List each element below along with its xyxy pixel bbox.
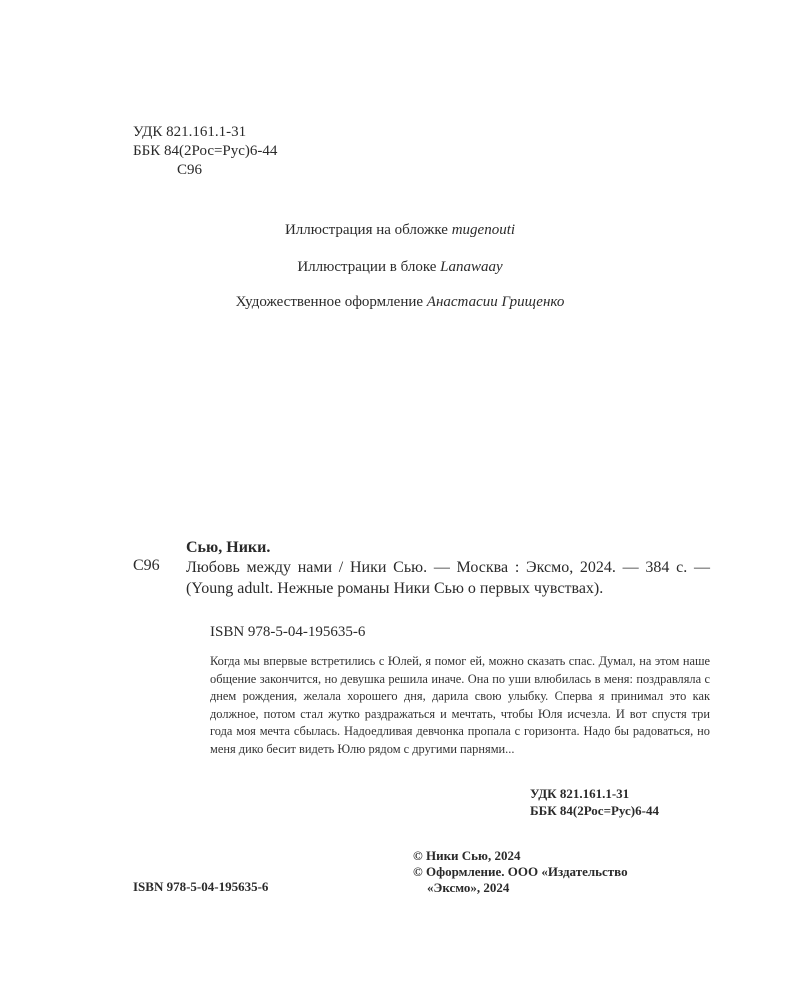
record-codes	[530, 785, 659, 819]
record-isbn: ISBN 978-5-04-195635-6	[210, 624, 366, 640]
credit-name: mugenouti	[451, 222, 516, 238]
classification-codes	[133, 123, 277, 180]
udk-code: УДК 821.161.1-31	[133, 124, 247, 140]
design-credit: Художественное оформление Анастасии Грищенко	[235, 294, 565, 310]
annotation: Когда мы впервые встретились с Юлей, я помог ей, можно сказать спас. Думал, на этом наше общение закончится, но девушка решила иначе. Она по уши влюбилась в меня: поздравляла с днем рождения, желала хорошего дня, дарила свою улыбку. Сперва я принимал это как должное, потом стал жутко раздражаться и мечтать, чтобы Юля исчезла. И вот спустя три года моя мечта сбылась. Надоедливая девчонка пропала с горизонта. Надо бы радоваться, но меня дико бесит видеть Юлю рядом с другими парнями...	[210, 654, 710, 756]
copyright-publisher: «Эксмо», 2024	[427, 880, 510, 895]
copyright-author: © Ники Сью, 2024	[413, 848, 521, 863]
bbk-code: ББК 84(2Рос=Рус)6-44	[133, 143, 278, 159]
record-mark: С96	[133, 557, 160, 574]
record-udk: УДК 821.161.1-31	[530, 786, 630, 801]
copyright-design: © Оформление. ООО «Издательство	[413, 864, 628, 879]
cover-illustration-credit: Иллюстрация на обложке mugenouti	[284, 222, 516, 238]
credit-name: Lanawaay	[440, 259, 503, 275]
inner-illustration-credit: Иллюстрации в блоке Lanawaay	[297, 259, 503, 275]
record-bbk: ББК 84(2Рос=Рус)6-44	[530, 803, 659, 818]
copyright-block	[413, 848, 628, 896]
isbn-bottom: ISBN 978-5-04-195635-6	[133, 879, 269, 894]
credit-name: Анастасии Грищенко	[426, 294, 565, 310]
author-mark: С96	[177, 162, 203, 178]
bibliographic-description: Любовь между нами / Ники Сью. — Москва : Эксмо, 2024. — 384 с. — (Young adult. Нежные романы Ники Сью о первых чувствах).	[186, 559, 710, 597]
record-author: Сью, Ники.	[186, 539, 271, 556]
